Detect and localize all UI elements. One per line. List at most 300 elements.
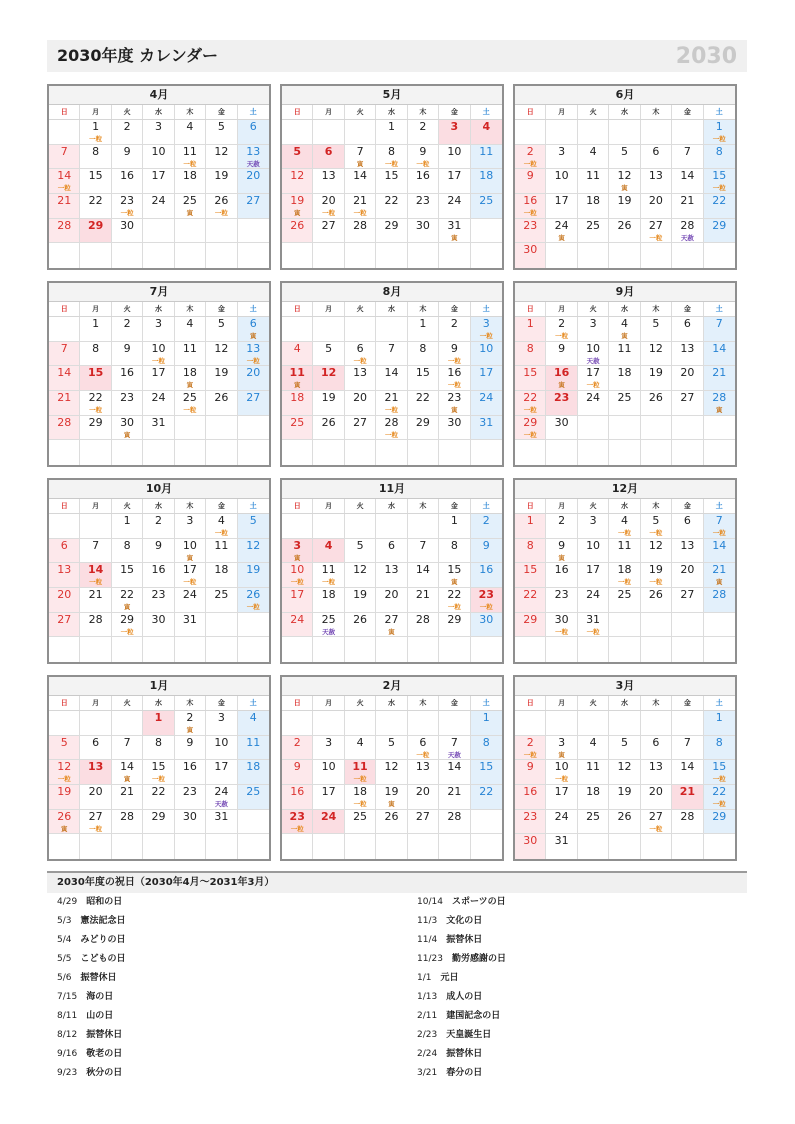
day-number: 27 bbox=[680, 587, 695, 601]
empty-day-cell bbox=[609, 711, 640, 736]
day-number: 21 bbox=[88, 587, 103, 601]
day-cell bbox=[672, 145, 703, 170]
day-number: 30 bbox=[554, 415, 569, 429]
holiday-name: 成人の日 bbox=[446, 992, 483, 1002]
day-number: 10 bbox=[586, 341, 601, 355]
month-calendar bbox=[47, 675, 271, 861]
day-cell bbox=[546, 342, 577, 367]
empty-day-cell bbox=[345, 711, 376, 736]
day-number: 26 bbox=[353, 612, 368, 626]
day-annotation: 一粒 bbox=[523, 750, 537, 759]
day-annotation: 一粒 bbox=[290, 824, 304, 833]
day-number: 30 bbox=[120, 415, 135, 429]
day-cell bbox=[49, 391, 80, 416]
weekday-header: 金 bbox=[672, 696, 703, 710]
day-number: 28 bbox=[712, 390, 727, 404]
day-number: 6 bbox=[419, 735, 427, 749]
day-number: 17 bbox=[447, 169, 462, 183]
day-cell bbox=[143, 613, 174, 638]
day-cell bbox=[641, 736, 672, 761]
day-cell bbox=[376, 219, 407, 244]
weekday-header: 日 bbox=[282, 499, 313, 513]
day-number: 7 bbox=[419, 538, 427, 552]
empty-day-cell bbox=[345, 243, 376, 268]
holiday-name: こどもの日 bbox=[80, 954, 126, 964]
day-cell bbox=[704, 810, 735, 835]
weekday-header: 金 bbox=[439, 105, 470, 119]
day-annotation: 一粒 bbox=[353, 208, 367, 217]
weekday-header: 水 bbox=[609, 302, 640, 316]
holiday-list-header bbox=[47, 871, 747, 893]
holiday-cell bbox=[313, 810, 344, 835]
empty-day-cell bbox=[471, 810, 502, 835]
month-title: 11月 bbox=[282, 480, 502, 499]
day-cell bbox=[641, 588, 672, 613]
weekday-header-row bbox=[282, 696, 502, 711]
empty-day-cell bbox=[672, 440, 703, 465]
day-number: 8 bbox=[419, 341, 427, 355]
empty-day-cell bbox=[408, 711, 439, 736]
day-number: 19 bbox=[214, 366, 229, 380]
day-cell bbox=[80, 342, 111, 367]
weekday-header: 木 bbox=[175, 499, 206, 513]
day-annotation: 寅 bbox=[388, 799, 395, 808]
holiday-list-item bbox=[417, 1026, 737, 1045]
day-number: 13 bbox=[680, 341, 695, 355]
day-cell bbox=[704, 588, 735, 613]
day-number: 11 bbox=[289, 366, 305, 380]
weekday-header: 水 bbox=[376, 499, 407, 513]
day-cell bbox=[641, 194, 672, 219]
day-annotation: 寅 bbox=[716, 578, 723, 587]
day-annotation: 寅 bbox=[621, 332, 628, 340]
day-number: 24 bbox=[586, 390, 601, 404]
empty-day-cell bbox=[282, 514, 313, 539]
holiday-cell bbox=[282, 366, 313, 391]
day-annotation: 一粒 bbox=[384, 159, 398, 168]
day-cell bbox=[80, 391, 111, 416]
empty-day-cell bbox=[143, 637, 174, 662]
day-number: 13 bbox=[415, 760, 430, 774]
day-cell bbox=[578, 342, 609, 367]
weekday-header: 月 bbox=[80, 696, 111, 710]
day-number: 28 bbox=[57, 218, 72, 232]
weekday-header: 日 bbox=[282, 696, 313, 710]
empty-day-cell bbox=[672, 711, 703, 736]
day-number: 25 bbox=[586, 218, 601, 232]
weekday-header: 日 bbox=[515, 696, 546, 710]
day-cell bbox=[609, 588, 640, 613]
day-number: 5 bbox=[620, 144, 628, 158]
day-cell bbox=[578, 736, 609, 761]
day-cell bbox=[471, 563, 502, 588]
day-cell bbox=[515, 169, 546, 194]
day-cell bbox=[112, 145, 143, 170]
day-number: 8 bbox=[526, 341, 534, 355]
day-number: 3 bbox=[186, 514, 194, 527]
day-cell bbox=[408, 120, 439, 145]
empty-day-cell bbox=[408, 834, 439, 859]
weekday-header: 火 bbox=[578, 696, 609, 710]
day-cell bbox=[471, 169, 502, 194]
day-cell bbox=[704, 514, 735, 539]
weekday-header: 水 bbox=[143, 499, 174, 513]
empty-day-cell bbox=[175, 243, 206, 268]
weekday-header: 火 bbox=[345, 302, 376, 316]
day-number: 22 bbox=[523, 390, 538, 404]
day-number: 31 bbox=[554, 834, 569, 848]
empty-day-cell bbox=[282, 834, 313, 859]
day-cell bbox=[672, 760, 703, 785]
day-number: 2 bbox=[123, 120, 131, 133]
empty-day-cell bbox=[672, 834, 703, 859]
weekday-header: 日 bbox=[49, 302, 80, 316]
day-annotation: 寅 bbox=[123, 430, 131, 439]
day-cell bbox=[515, 760, 546, 785]
holiday-list bbox=[0, 893, 795, 1093]
weekday-header: 木 bbox=[641, 105, 672, 119]
empty-day-cell bbox=[238, 613, 269, 638]
weekday-header: 火 bbox=[112, 302, 143, 316]
day-number: 5 bbox=[325, 341, 333, 355]
empty-day-cell bbox=[345, 120, 376, 145]
day-annotation: 一粒 bbox=[649, 824, 663, 833]
day-cell bbox=[376, 120, 407, 145]
empty-day-cell bbox=[206, 219, 237, 244]
day-number: 26 bbox=[214, 390, 229, 404]
day-cell bbox=[515, 810, 546, 835]
empty-day-cell bbox=[112, 440, 143, 465]
day-cell bbox=[515, 317, 546, 342]
day-cell bbox=[672, 317, 703, 342]
day-cell bbox=[704, 120, 735, 145]
day-number: 27 bbox=[648, 218, 663, 232]
day-cell bbox=[376, 169, 407, 194]
month-title: 4月 bbox=[49, 86, 269, 105]
day-number: 12 bbox=[290, 169, 305, 183]
day-cell bbox=[206, 514, 237, 539]
day-cell bbox=[143, 194, 174, 219]
empty-day-cell bbox=[609, 637, 640, 662]
day-annotation: 一粒 bbox=[447, 602, 461, 611]
day-annotation: 一粒 bbox=[183, 405, 197, 414]
day-number: 15 bbox=[384, 169, 399, 183]
day-cell bbox=[143, 588, 174, 613]
day-number: 7 bbox=[715, 317, 723, 330]
empty-day-cell bbox=[376, 440, 407, 465]
day-cell bbox=[609, 317, 640, 342]
empty-day-cell bbox=[80, 711, 111, 736]
day-cell bbox=[515, 563, 546, 588]
day-annotation: 一粒 bbox=[523, 208, 537, 217]
day-cell bbox=[376, 342, 407, 367]
day-number: 15 bbox=[120, 563, 135, 577]
day-cell bbox=[345, 810, 376, 835]
day-cell bbox=[439, 810, 470, 835]
month-title: 10月 bbox=[49, 480, 269, 499]
holiday-list-item bbox=[57, 1064, 377, 1083]
empty-day-cell bbox=[609, 120, 640, 145]
holiday-name: 昭和の日 bbox=[86, 897, 123, 907]
empty-day-cell bbox=[206, 834, 237, 859]
holiday-name: 天皇誕生日 bbox=[446, 1030, 492, 1040]
day-cell bbox=[206, 194, 237, 219]
day-cell bbox=[313, 219, 344, 244]
weekday-header: 土 bbox=[482, 108, 490, 116]
day-number: 17 bbox=[586, 563, 601, 577]
day-number: 19 bbox=[648, 366, 663, 380]
day-number: 12 bbox=[353, 563, 368, 577]
holiday-name: 振替休日 bbox=[446, 935, 483, 945]
month-calendar bbox=[513, 281, 737, 467]
day-annotation: 天赦 bbox=[586, 356, 600, 365]
day-cell bbox=[546, 317, 577, 342]
day-annotation: 一粒 bbox=[649, 233, 663, 242]
day-annotation: 一粒 bbox=[89, 405, 103, 414]
day-number: 15 bbox=[88, 169, 103, 183]
day-annotation: 一粒 bbox=[523, 430, 537, 439]
day-number: 25 bbox=[246, 784, 261, 798]
day-cell bbox=[345, 563, 376, 588]
holiday-name: 勤労感謝の日 bbox=[451, 954, 506, 964]
empty-day-cell bbox=[578, 120, 609, 145]
empty-day-cell bbox=[175, 834, 206, 859]
day-cell bbox=[175, 613, 206, 638]
day-number: 14 bbox=[680, 760, 695, 774]
day-number: 3 bbox=[482, 317, 490, 330]
day-number: 18 bbox=[586, 784, 601, 798]
day-cell bbox=[143, 810, 174, 835]
weekday-header: 金 bbox=[439, 499, 470, 513]
month-calendar bbox=[280, 281, 504, 467]
day-cell bbox=[546, 539, 577, 564]
empty-day-cell bbox=[672, 637, 703, 662]
day-number: 9 bbox=[450, 341, 458, 355]
day-number: 14 bbox=[712, 341, 727, 355]
day-number: 2 bbox=[526, 144, 534, 158]
weekday-header: 火 bbox=[112, 499, 143, 513]
day-number: 9 bbox=[526, 169, 534, 183]
holiday-date: 8/11 bbox=[57, 1011, 78, 1021]
empty-day-cell bbox=[672, 613, 703, 638]
day-annotation: 寅 bbox=[123, 602, 131, 611]
day-annotation: 一粒 bbox=[617, 529, 631, 537]
weekday-header: 土 bbox=[715, 699, 723, 707]
day-cell bbox=[439, 366, 470, 391]
day-cell bbox=[704, 194, 735, 219]
day-annotation: 一粒 bbox=[649, 529, 663, 537]
day-cell bbox=[609, 391, 640, 416]
day-number: 16 bbox=[151, 563, 166, 577]
day-number: 2 bbox=[526, 735, 534, 749]
day-cell bbox=[143, 539, 174, 564]
weekday-header-row bbox=[49, 696, 269, 711]
day-annotation: 天赦 bbox=[246, 159, 260, 168]
day-number: 23 bbox=[182, 784, 197, 798]
weekday-header: 金 bbox=[439, 302, 470, 316]
day-number: 20 bbox=[648, 193, 663, 207]
day-annotation: 一粒 bbox=[555, 627, 569, 636]
empty-day-cell bbox=[206, 243, 237, 268]
day-cell bbox=[704, 539, 735, 564]
day-number: 9 bbox=[186, 735, 194, 749]
day-cell bbox=[578, 514, 609, 539]
empty-day-cell bbox=[143, 219, 174, 244]
empty-day-cell bbox=[578, 834, 609, 859]
day-number: 12 bbox=[648, 341, 663, 355]
weekday-header: 土 bbox=[249, 502, 257, 510]
day-annotation: 天赦 bbox=[322, 627, 336, 636]
empty-day-cell bbox=[641, 834, 672, 859]
weekday-header: 火 bbox=[112, 105, 143, 119]
week-grid bbox=[49, 514, 269, 662]
day-cell bbox=[672, 391, 703, 416]
day-cell bbox=[515, 736, 546, 761]
day-number: 10 bbox=[321, 760, 336, 774]
day-cell bbox=[206, 145, 237, 170]
empty-day-cell bbox=[515, 711, 546, 736]
day-number: 11 bbox=[617, 341, 632, 355]
day-cell bbox=[672, 588, 703, 613]
day-number: 12 bbox=[617, 760, 632, 774]
day-number: 14 bbox=[447, 760, 462, 774]
day-cell bbox=[238, 145, 269, 170]
holiday-cell bbox=[471, 120, 502, 145]
day-cell bbox=[546, 810, 577, 835]
day-number: 17 bbox=[151, 366, 166, 380]
empty-day-cell bbox=[471, 637, 502, 662]
day-number: 10 bbox=[554, 760, 569, 774]
day-number: 30 bbox=[120, 218, 135, 232]
month-title: 5月 bbox=[282, 86, 502, 105]
day-number: 1 bbox=[450, 514, 458, 527]
day-number: 22 bbox=[479, 784, 494, 798]
day-number: 21 bbox=[384, 390, 399, 404]
day-number: 24 bbox=[182, 587, 197, 601]
day-cell bbox=[143, 317, 174, 342]
empty-day-cell bbox=[238, 810, 269, 835]
day-annotation: 一粒 bbox=[322, 208, 336, 217]
empty-day-cell bbox=[641, 120, 672, 145]
day-cell bbox=[672, 366, 703, 391]
weekday-header: 日 bbox=[49, 499, 80, 513]
day-cell bbox=[282, 760, 313, 785]
day-number: 22 bbox=[88, 390, 103, 404]
day-cell bbox=[471, 613, 502, 638]
day-number: 29 bbox=[120, 612, 135, 626]
day-number: 30 bbox=[523, 243, 538, 257]
day-number: 17 bbox=[479, 366, 494, 380]
day-number: 16 bbox=[120, 366, 135, 380]
empty-day-cell bbox=[238, 834, 269, 859]
day-cell bbox=[345, 588, 376, 613]
day-cell bbox=[238, 563, 269, 588]
weekday-header: 火 bbox=[345, 499, 376, 513]
day-number: 18 bbox=[617, 366, 632, 380]
day-cell bbox=[112, 391, 143, 416]
holiday-cell bbox=[282, 145, 313, 170]
empty-day-cell bbox=[313, 834, 344, 859]
day-number: 27 bbox=[246, 390, 261, 404]
day-cell bbox=[408, 760, 439, 785]
day-number: 7 bbox=[92, 538, 100, 552]
day-cell bbox=[704, 366, 735, 391]
day-cell bbox=[112, 219, 143, 244]
empty-day-cell bbox=[439, 440, 470, 465]
day-cell bbox=[345, 366, 376, 391]
holiday-cell bbox=[80, 219, 111, 244]
day-number: 2 bbox=[123, 317, 131, 330]
empty-day-cell bbox=[175, 637, 206, 662]
holiday-date: 9/16 bbox=[57, 1049, 78, 1059]
weekday-header: 火 bbox=[578, 302, 609, 316]
day-annotation: 寅 bbox=[451, 233, 458, 242]
day-number: 19 bbox=[617, 193, 632, 207]
day-cell bbox=[313, 563, 344, 588]
day-number: 11 bbox=[182, 144, 197, 158]
holiday-cell bbox=[80, 760, 111, 785]
holiday-cell bbox=[80, 563, 111, 588]
holiday-list-item bbox=[417, 912, 737, 931]
weekday-header-row bbox=[515, 499, 735, 514]
day-cell bbox=[313, 416, 344, 441]
day-number: 16 bbox=[523, 784, 538, 798]
day-cell bbox=[238, 760, 269, 785]
day-cell bbox=[238, 736, 269, 761]
weekday-header: 木 bbox=[175, 105, 206, 119]
weekday-header-row bbox=[49, 105, 269, 120]
day-number: 23 bbox=[447, 390, 462, 404]
empty-day-cell bbox=[282, 440, 313, 465]
weekday-header: 土 bbox=[482, 305, 490, 313]
day-number: 10 bbox=[214, 735, 229, 749]
day-cell bbox=[704, 317, 735, 342]
weekday-header: 月 bbox=[313, 696, 344, 710]
day-cell bbox=[175, 366, 206, 391]
day-number: 8 bbox=[715, 735, 723, 749]
empty-day-cell bbox=[609, 243, 640, 268]
month-title: 9月 bbox=[515, 283, 735, 302]
day-number: 20 bbox=[57, 587, 72, 601]
empty-day-cell bbox=[282, 637, 313, 662]
weekday-header: 月 bbox=[546, 302, 577, 316]
empty-day-cell bbox=[206, 416, 237, 441]
day-annotation: 寅 bbox=[123, 775, 131, 784]
day-number: 19 bbox=[290, 193, 305, 207]
day-cell bbox=[609, 169, 640, 194]
day-number: 24 bbox=[151, 193, 166, 207]
day-number: 25 bbox=[321, 612, 336, 626]
day-cell bbox=[313, 613, 344, 638]
day-cell bbox=[672, 219, 703, 244]
day-cell bbox=[578, 219, 609, 244]
day-cell bbox=[238, 785, 269, 810]
day-cell bbox=[408, 736, 439, 761]
day-number: 30 bbox=[415, 218, 430, 232]
day-number: 12 bbox=[214, 341, 229, 355]
holiday-list-item bbox=[417, 1045, 737, 1064]
day-number: 28 bbox=[680, 809, 695, 823]
day-number: 25 bbox=[479, 193, 494, 207]
day-number: 23 bbox=[478, 587, 494, 601]
day-cell bbox=[175, 317, 206, 342]
day-number: 4 bbox=[356, 735, 364, 749]
day-number: 15 bbox=[447, 563, 462, 577]
empty-day-cell bbox=[376, 711, 407, 736]
day-number: 27 bbox=[246, 193, 261, 207]
day-cell bbox=[206, 760, 237, 785]
holiday-list-item bbox=[57, 893, 377, 912]
